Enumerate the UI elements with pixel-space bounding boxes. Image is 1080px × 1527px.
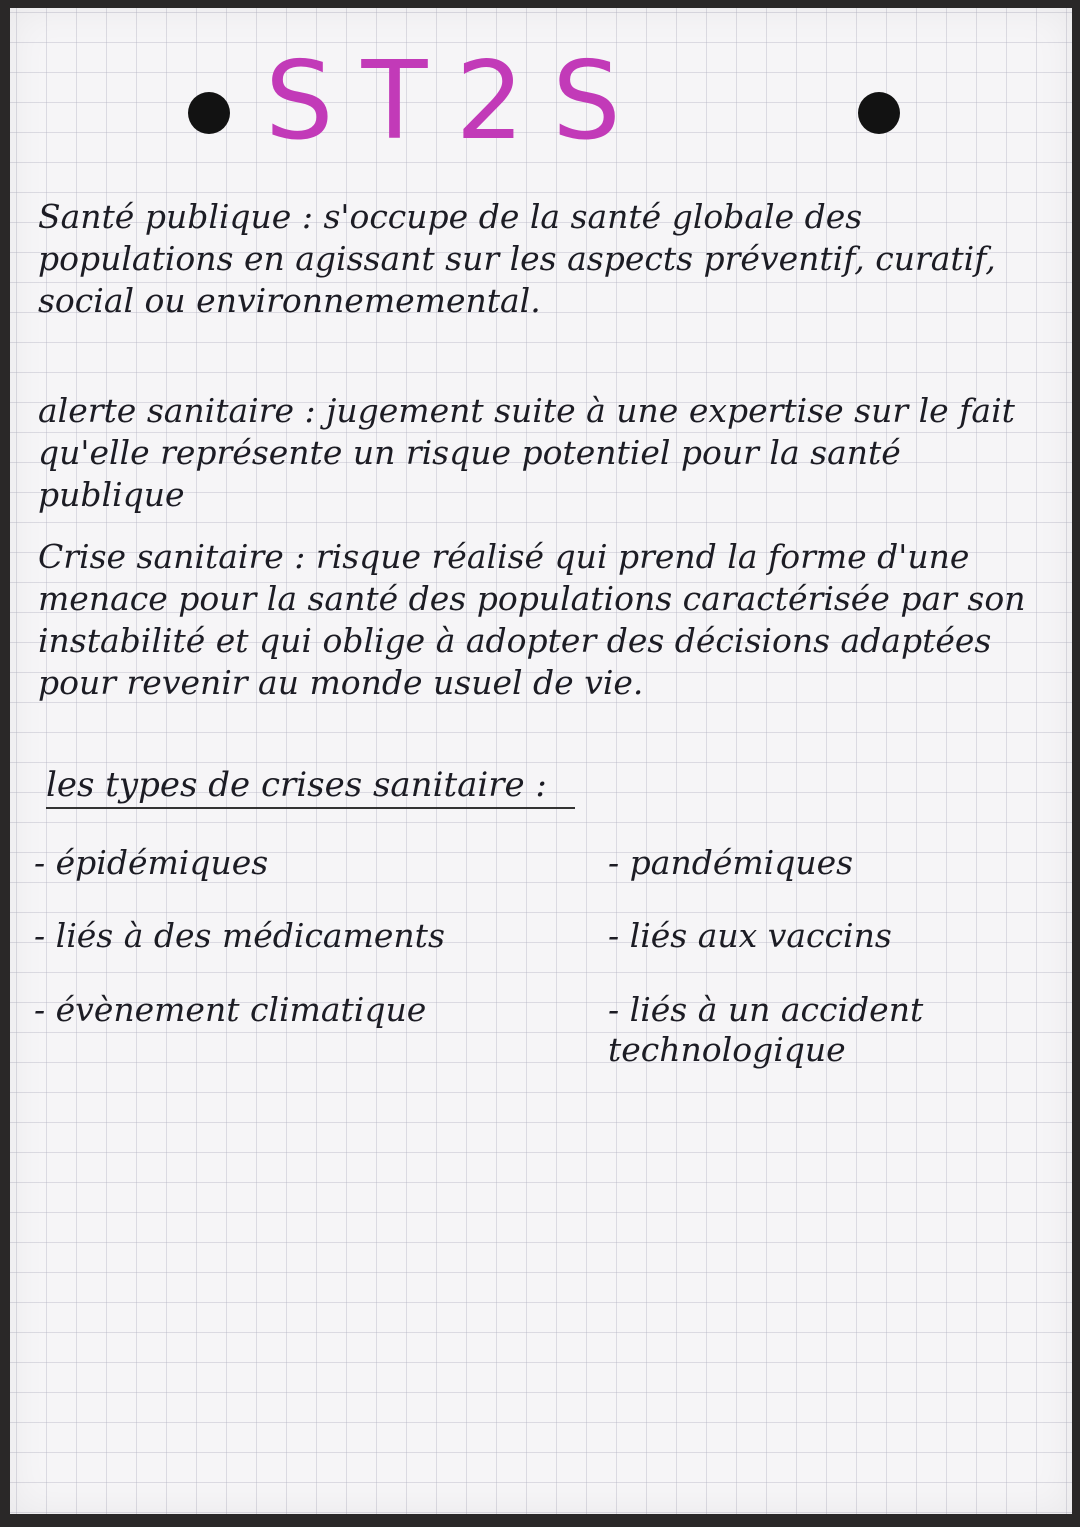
type-item-medicaments: - liés à des médicaments — [34, 916, 445, 955]
type-item-pandemiques: - pandémiques — [608, 843, 854, 882]
definition-term: Crise sanitaire — [38, 537, 284, 576]
notebook-page — [10, 8, 1072, 1514]
definition-separator: : — [291, 197, 324, 236]
type-item-accident-technologique: - liés à un accident technologique — [608, 990, 924, 1069]
definition-term: Santé publique — [38, 197, 292, 236]
bullet-dot-right — [858, 92, 900, 134]
type-item-climatique: - évènement climatique — [34, 990, 427, 1029]
type-item-epidemiques: - épidémiques — [34, 843, 269, 882]
definition-alerte-sanitaire — [38, 390, 1038, 516]
definition-term: alerte sanitaire — [38, 391, 295, 430]
definition-separator: : — [283, 537, 316, 576]
type-item-vaccins: - liés aux vaccins — [608, 916, 892, 955]
definition-separator: : — [294, 391, 327, 430]
types-heading: les types de crises sanitaire : — [46, 763, 575, 809]
definition-crise-sanitaire — [38, 536, 1038, 704]
definition-text: s'occupe de la santé globale des populations en agissant sur les aspects préventif, curatif, social ou environnememental. — [38, 197, 996, 320]
definition-text: risque réalisé qui prend la forme d'une menace pour la santé des populations caractérisée par son instabilité et qui oblige à adopter des décisions adaptées pour revenir au monde usuel de vie. — [38, 537, 1026, 702]
page-title: ST2S — [265, 39, 649, 164]
title-row — [10, 36, 1072, 164]
definition-sante-publique — [38, 196, 1038, 322]
definition-text: jugement suite à une expertise sur le fait qu'elle représente un risque potentiel pour la santé publique — [38, 391, 1015, 514]
bullet-dot-left — [188, 92, 230, 134]
